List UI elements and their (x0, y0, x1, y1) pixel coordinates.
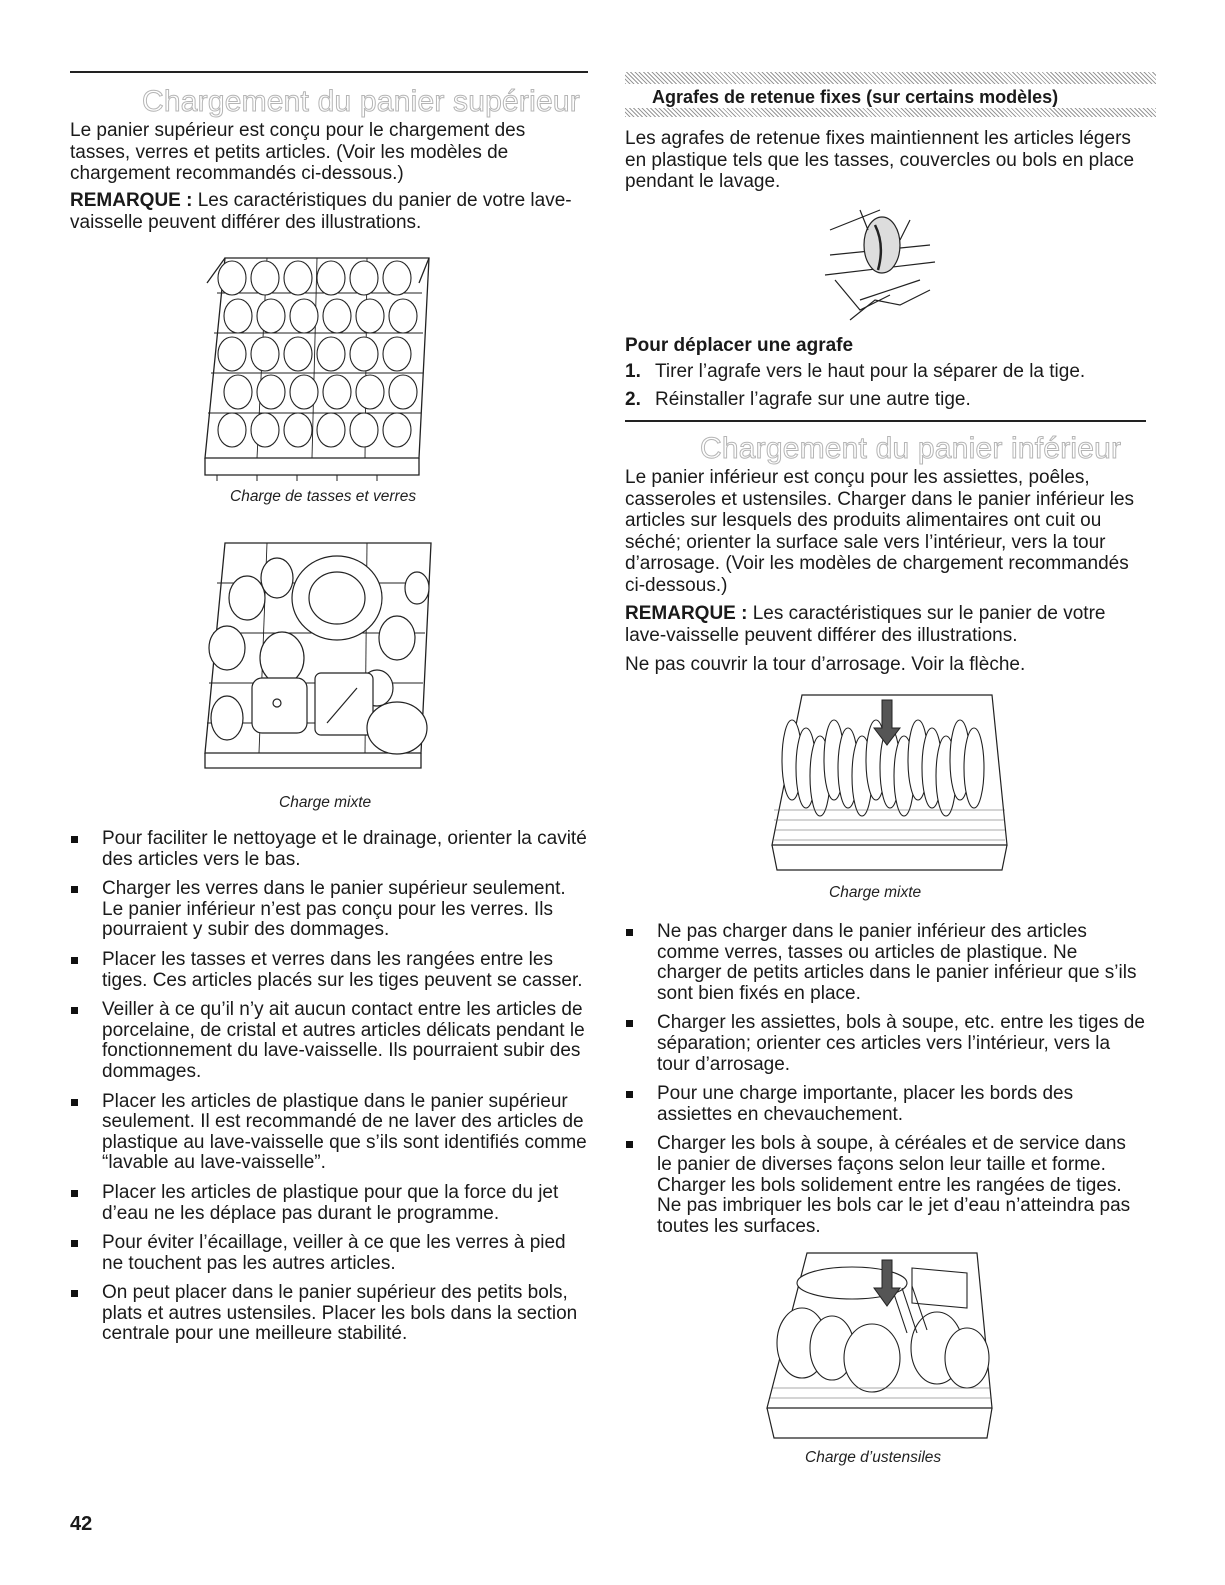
list-item-text: Pour éviter l’écaillage, veiller à ce que les verres à pied ne touchent pas les autres articles. (102, 1232, 566, 1274)
list-item-text: Charger les verres dans le panier supérieur seulement. Le panier inférieur n’est pas conçu pour les verres. Ils pourraient y subir des dommages. (102, 878, 566, 941)
cup-shape (284, 337, 312, 371)
list-item-text: Pour faciliter le nettoyage et le drainage, orienter la cavité des articles vers le bas. (102, 828, 587, 870)
upper-rack-bullets (70, 829, 590, 1354)
step-text: Réinstaller l’agrafe sur une autre tige. (655, 389, 971, 410)
bullet-square-icon (71, 1240, 78, 1247)
bullet-square-icon (626, 1020, 633, 1027)
list-item-text: Charger les assiettes, bols à soupe, etc. entre les tiges de séparation; orienter ces articles vers l’intérieur, vers la tour d’arrosage. (657, 1012, 1145, 1075)
cup-shape (350, 413, 378, 447)
retaining-clip-illustration (820, 200, 945, 330)
cup-shape (251, 413, 279, 447)
list-item (70, 1233, 590, 1274)
cup-shape (251, 261, 279, 295)
bullet-square-icon (626, 929, 633, 936)
cup-shape (218, 337, 246, 371)
note-label: REMARQUE : (625, 603, 748, 624)
note-label: REMARQUE : (70, 190, 193, 211)
cup-shape (290, 375, 318, 409)
cup-shape (224, 299, 252, 333)
cup-shape (317, 337, 345, 371)
bullet-square-icon (71, 957, 78, 964)
bullet-square-icon (71, 1099, 78, 1106)
cup-shape (383, 337, 411, 371)
caption-cups-glasses: Charge de tasses et verres (230, 488, 417, 505)
list-item (70, 1283, 590, 1345)
step-text: Tirer l’agrafe vers le haut pour la séparer de la tige. (655, 361, 1086, 382)
clips-header-hatch-bottom (625, 108, 1156, 117)
bullet-square-icon (71, 1290, 78, 1297)
move-clip-title: Pour déplacer une agrafe (625, 335, 854, 356)
cup-shape (317, 413, 345, 447)
list-item (70, 879, 590, 941)
list-item (70, 1000, 590, 1082)
cup-shape (350, 261, 378, 295)
plate-shape (964, 728, 984, 808)
upper-rack-cups-illustration (197, 253, 437, 483)
step-item (625, 361, 1145, 382)
list-item (70, 1183, 590, 1224)
list-item (70, 829, 590, 870)
left-top-rule (70, 71, 588, 73)
cup-shape (290, 299, 318, 333)
bullet-square-icon (71, 886, 78, 893)
caption-mixed-lower: Charge mixte (829, 884, 922, 901)
lower-rack-bullets (625, 922, 1145, 1246)
cup-shape (257, 299, 285, 333)
page-number: 42 (70, 1513, 93, 1535)
cup-shape (218, 413, 246, 447)
list-item-text: Placer les articles de plastique pour que la force du jet d’eau ne les déplace pas durant le programme. (102, 1181, 559, 1224)
cup-shape (356, 375, 384, 409)
spray-tower-note: Ne pas couvrir la tour d’arrosage. Voir la flèche. (625, 654, 1026, 675)
cup-shape (224, 375, 252, 409)
clips-header-hatch-top (625, 72, 1156, 84)
list-item (70, 1092, 590, 1174)
cup-shape (251, 337, 279, 371)
list-item (625, 1134, 1145, 1237)
bullet-square-icon (71, 1190, 78, 1197)
cup-shape (389, 299, 417, 333)
lower-rack-note (625, 603, 1145, 646)
list-item-text: On peut placer dans le panier supérieur des petits bols, plats et autres ustensiles. Placer les bols dans la section centrale pour une meilleure stabilité. (102, 1282, 578, 1345)
bullet-square-icon (71, 1007, 78, 1014)
cup-shape (356, 299, 384, 333)
step-item (625, 389, 1145, 410)
cup-shape (383, 261, 411, 295)
bullet-square-icon (626, 1141, 633, 1148)
caption-mixed-upper: Charge mixte (279, 794, 372, 811)
list-item (70, 950, 590, 991)
cup-shape (389, 375, 417, 409)
move-clip-steps (625, 361, 1145, 417)
list-item-text: Placer les articles de plastique dans le panier supérieur seulement. Il est recommandé de ne laver des articles de plastique au lave-vaisselle que s’ils sont identifiés comme “lavable au lave-vaisselle”. (102, 1090, 587, 1174)
list-item-text: Placer les tasses et verres dans les rangées entre les tiges. Ces articles placés sur les tiges peuvent se casser. (102, 948, 583, 991)
clips-title: Agrafes de retenue fixes (sur certains modèles) (652, 87, 1059, 107)
bullet-square-icon (71, 836, 78, 843)
caption-utensils: Charge d’ustensiles (805, 1449, 942, 1466)
step-number: 1. (625, 361, 641, 382)
upper-rack-note (70, 190, 575, 233)
clips-text: Les agrafes de retenue fixes maintiennent les articles légers en plastique tels que les tasses, couvercles ou bols en place pendant le lavage. (625, 128, 1135, 193)
list-item-text: Pour une charge importante, placer les bords des assiettes en chevauchement. (657, 1083, 1074, 1125)
lower-rack-utensils-illustration (762, 1248, 997, 1448)
list-item (625, 1084, 1145, 1125)
note-text: Les caractéristiques du panier de votre lave-vaisselle peuvent différer des illustrations. (70, 190, 572, 233)
cup-shape (257, 375, 285, 409)
bullet-square-icon (626, 1091, 633, 1098)
lower-rack-mixed-illustration (762, 690, 1012, 880)
cup-shape (284, 413, 312, 447)
lower-rack-title: Chargement du panier inférieur (700, 432, 1122, 465)
cup-shape (350, 337, 378, 371)
cup-shape (323, 375, 351, 409)
list-item-text: Ne pas charger dans le panier inférieur des articles comme verres, tasses ou articles de plastique. Ne charger de petits articles dans le panier inférieur que s’ils sont bien fixés en place. (657, 921, 1137, 1004)
list-item (625, 922, 1145, 1004)
cup-shape (383, 413, 411, 447)
step-number: 2. (625, 389, 641, 410)
upper-rack-mixed-illustration (197, 538, 439, 778)
right-section-rule (625, 420, 1146, 422)
cup-shape (218, 261, 246, 295)
cup-shape (323, 299, 351, 333)
list-item-text: Veiller à ce qu’il n’y ait aucun contact entre les articles de porcelaine, de cristal et autres articles délicats pendant le fonctionnement du lave-vaisselle. Ils pourraient subir des dommages. (102, 999, 585, 1082)
cup-shape (284, 261, 312, 295)
note-text: Les caractéristiques sur le panier de votre lave-vaisselle peuvent différer des illustrations. (625, 603, 1106, 646)
cup-shape (317, 261, 345, 295)
list-item-text: Charger les bols à soupe, à céréales et de service dans le panier de diverses façons selon leur taille et forme. Charger les bols solidement entre les rangées de tiges. Ne pas imbriquer les bols car le jet d’eau n’atteindra pas toutes les surfaces. (657, 1133, 1131, 1237)
list-item (625, 1013, 1145, 1075)
upper-rack-intro: Le panier supérieur est conçu pour le chargement des tasses, verres et petits articles. (Voir les modèles de chargement recommandés ci-dessous.) (70, 120, 526, 185)
lower-rack-intro: Le panier inférieur est conçu pour les assiettes, poêles, casseroles et ustensiles. Charger dans le panier inférieur les articles sur lesquels des produits alimentaires ont cuit ou séché; orienter la surface sale vers l’intérieur, vers la tour d’arrosage. (Voir les modèles de chargement recommandés ci-dessous.) (625, 467, 1135, 596)
upper-rack-title: Chargement du panier supérieur (142, 85, 580, 118)
